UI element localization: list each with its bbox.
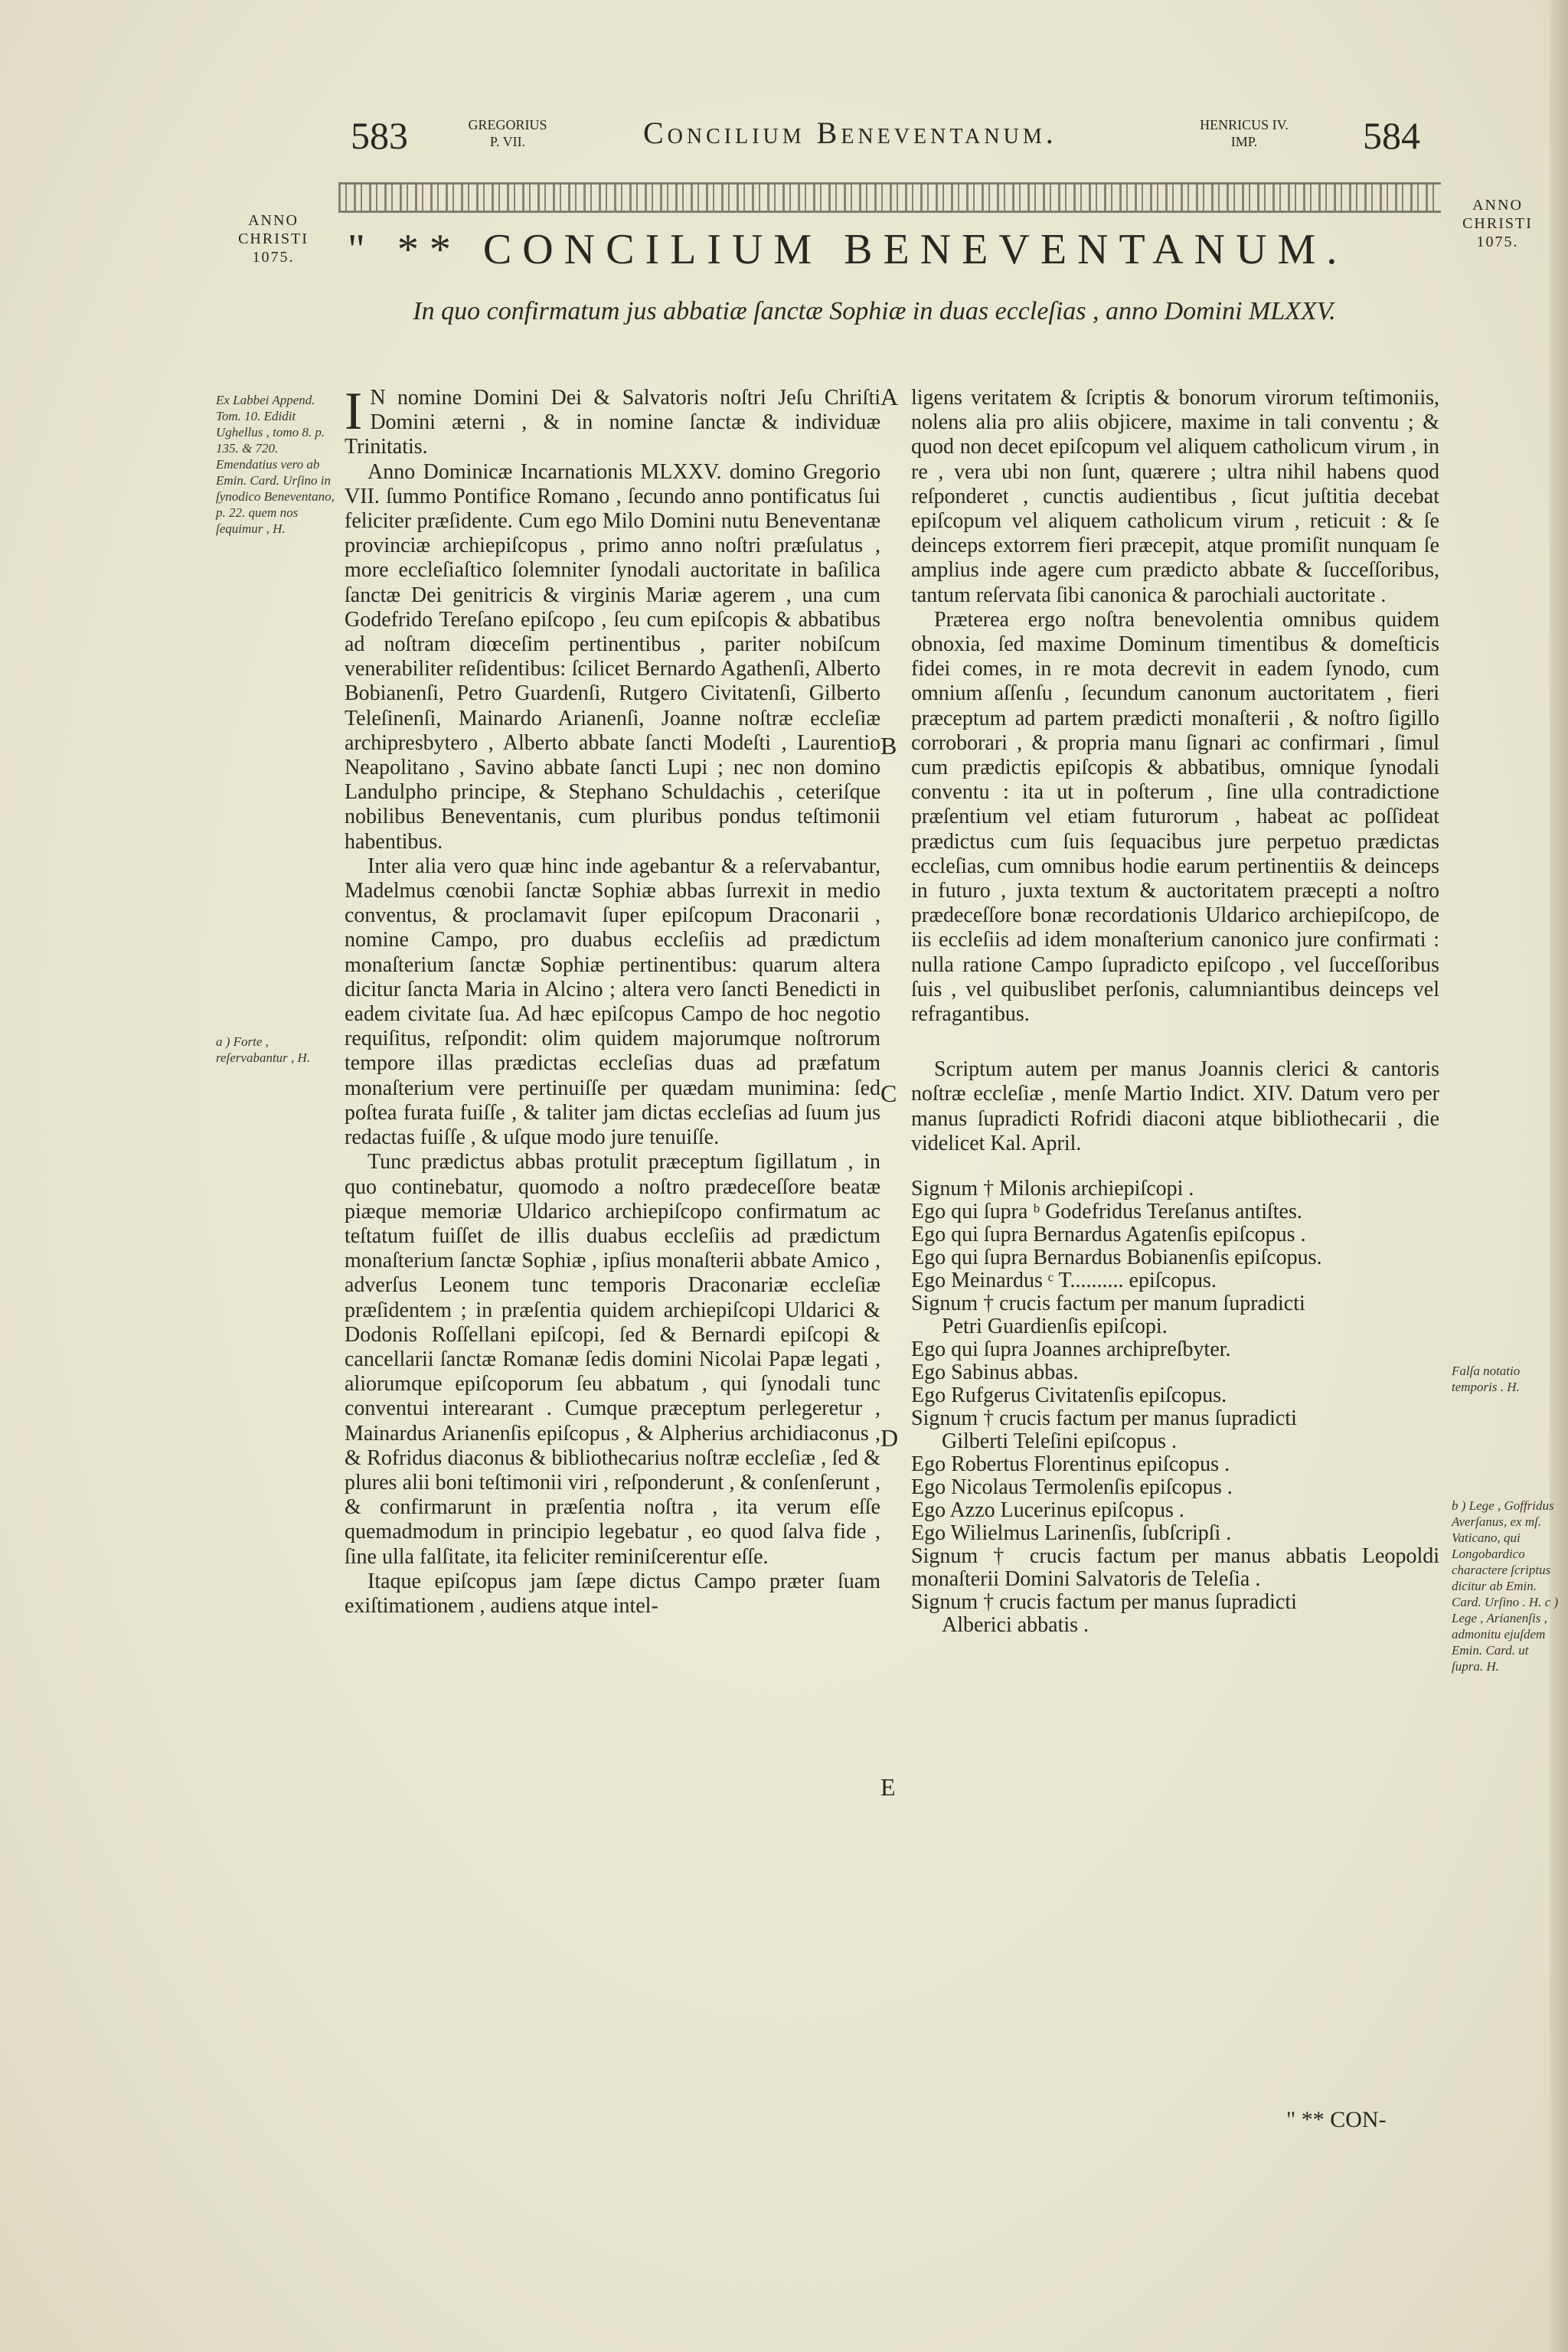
drop-cap: I [345, 382, 363, 441]
paragraph-conclusion: Itaque epiſcopus jam ſæpe dictus Campo præter ſuam exiſtimationem , audiens atque intel- [345, 1569, 880, 1618]
left-running-label: GREGORIUS P. VII. [468, 117, 547, 149]
signature-line: Signum † crucis factum per manus abbatis Leopoldi monaſterii Domini Salvatoris de Teleſia . [911, 1544, 1439, 1592]
section-mark-c: C [880, 1080, 897, 1107]
running-title: Concilium Beneventanum. [643, 116, 1057, 150]
margin-note-source: Ex Labbei Append. Tom. 10. Edidit Ughellus , tomo 8. p. 135. & 720. Emendatius vero ab Emin. Card. Urſino in ſynodico Beneventano, p. 22. quem nos ſequimur , H. [216, 393, 335, 536]
ornamental-band [338, 182, 1441, 213]
paragraph-scriptum: Scriptum autem per manus Joannis clerici & cantoris noſtræ eccleſiæ , menſe Martio Indict. XIV. Datum vero per manus ſupradicti Rofridi diaconi atque bibliothecarii , die videlicet Kal. April. [911, 1057, 1439, 1155]
spacer [911, 1156, 1439, 1178]
spacer [911, 1027, 1439, 1057]
margin-note-date: Falſa notatio temporis . H. [1452, 1364, 1521, 1394]
right-column [911, 386, 1439, 1637]
signature-line: Ego Nicolaus Termolenſis epiſcopus . [911, 1475, 1233, 1500]
signature-line: Ego qui ſupra Bernardus Agatenſis epiſcopus . [911, 1223, 1306, 1247]
left-column [345, 382, 880, 1619]
signature-line: Signum † Milonis archiepiſcopi . [911, 1177, 1194, 1201]
signature-line: Signum † crucis factum per manus ſupradicti [911, 1406, 1297, 1431]
signature-line: Signum † crucis factum per manum ſupradicti [911, 1292, 1305, 1316]
signature-line: Petri Guardienſis epiſcopi. [942, 1315, 1168, 1339]
signature-line: Ego Rufgerus Civitatenſis epiſcopus. [911, 1383, 1227, 1408]
section-mark-d: D [880, 1424, 899, 1452]
signature-line: Ego Robertus Florentinus epiſcopus . [911, 1452, 1230, 1477]
section-mark-a: A [880, 383, 899, 410]
signature-line: Ego qui ſupra ᵇ Godefridus Tereſanus antiſtes. [911, 1200, 1302, 1224]
paragraph-date: Anno Dominicæ Incarnationis MLXXV. domino Gregorio VII. ſummo Pontifice Romano , ſecundo anno pontificatus ſui feliciter præſidente. Cum ego Milo Domini nutu Beneventanæ provinciæ archiepiſcopus , primo anno noſtri præſulatus , more eccleſiaſtico ſolemniter ſynodali auctoritate in baſilica ſanctæ Dei genitricis & virginis Mariæ agerem , una cum Godefrido Tereſano epiſcopo , ſeu cum epiſcopis & abbatibus ad noſtram diœceſim pertinentibus , pariter nobiſcum venerabiliter reſidentibus: ſcilicet Bernardo Agathenſi, Alberto Bobianenſi, Petro Guardenſi, Rutgero Civitatenſi, Gilberto Teleſinenſi, Mainardo Arianenſi, Joanne noſtræ eccleſiæ archipresbytero , Alberto abbate ſancti Modeſti , Laurentio Neapolitano , Savino abbate ſancti Lupi ; nec non domino Landulpho principe, & Stephano Schuldachis , ceteriſque nobilibus Beneventanis, cum pluribus pondus teſtimonii habentibus. [345, 459, 880, 854]
paragraph-complaint: Inter alia vero quæ hinc inde agebantur & a reſervabantur, Madelmus cœnobii ſanctæ Sophiæ abbas ſurrexit in medio conventus, & proclamavit ſuper epiſcopum Draconarii , nomine Campo, pro duabus eccleſiis ad prædictum monaſterium ſanctæ Sophiæ pertinentibus: quarum altera dicitur ſancta Maria in Alcino ; altera vero ſancti Benedicti in eadem civitate ſua. Ad hæc epiſcopus Campo de hoc negotio requiſitus, reſpondit: olim quidem majorumque noſtrorum tempore illas prædictas eccleſias duas ad præfatum monaſterium vere pertinuiſſe per quædam munimina: ſed poſtea furata fuiſſe , & taliter jam dictas eccleſias ad ſuum jus redactas fuiſſe , & uſque modo jure tenuiſſe. [345, 854, 880, 1150]
right-page-number: 584 [1363, 114, 1420, 157]
signature-line: Ego Meinardus ᶜ T.......... epiſcopus. [911, 1269, 1217, 1293]
signature-line: Ego Wilielmus Larinenſis, ſubſcripſi . [911, 1521, 1232, 1546]
signature-line: Signum † crucis factum per manus ſupradicti [911, 1590, 1297, 1615]
binding-gutter [1550, 0, 1568, 2352]
left-page-number: 583 [351, 114, 408, 157]
margin-note-b-c: b ) Lege , Goffridus Averſanus, ex mſ. Vaticano, qui Longobardico charactere ſcriptus dicitur ab Emin. Card. Urſino . H. c ) Lege , Arianenſis , admonitu ejuſdem Emin. Card. ut ſupra. H. [1452, 1498, 1559, 1674]
signature-line: Ego qui ſupra Joannes archipreſbyter. [911, 1338, 1231, 1362]
paragraph-decree: Præterea ergo noſtra benevolentia omnibus quidem obnoxia, ſed maxime Dominum timentibus & domeſticis fidei comes, in re mota decrevit in eadem ſynodo, cum omnium aſſenſu , ſecundum canonum auctoritatem , fieri præceptum ad partem prædicti monaſterii , & noſtro ſigillo corroborari , & propria manu ſignari ac confirmari , ſimul cum prædictis epiſcopis & abbatibus, omnique ſynodali conventu : ita ut in poſterum , ſine ulla contradictione præſentium vel etiam futurorum , habeat ac poſſideat prædictus cum ſuis ſequacibus jure perpetuo prædictas eccleſias, cum omnibus hodie earum pertinentiis & deinceps in futuro , juxta textum & auctoritatem præcepti a noſtro prædeceſſore bonæ recordationis Uldarico archiepiſcopo, de iis eccleſiis ad idem monaſterium canonico jure confirmati : nulla ratione Campo ſupradicto epiſcopo , vel ſucceſſoribus ſuis , vel quibuslibet perſonis, calumniantibus deinceps vel refragantibus. [911, 607, 1439, 1027]
anno-left: ANNO CHRISTI 1075. [238, 212, 309, 266]
subtitle: In quo confirmatum jus abbatiæ ſanctæ Sophiæ in duas eccleſias , anno Domini MLXXV. [413, 297, 1336, 325]
signature-line: Ego Sabinus abbas. [911, 1361, 1079, 1385]
anno-right: ANNO CHRISTI 1075. [1462, 197, 1533, 250]
paragraph-verdict: ligens veritatem & ſcriptis & bonorum virorum teſtimoniis, nolens alia pro aliis objicere, maxime in tali conventu ; & quod non decet epiſcopum vel aliquem catholicum virum , in re , vera ubi non ſunt, quærere ; ultra nihil habens quod reſponderet , cunctis audientibus , ſicut juſtitia decebat epiſcopum vel aliquem catholicum virum , reticuit : & ſe deinceps extorrem fieri præcepit, atque promiſit nunquam ſe amplius inde agere cum prædicto abbate & ſucceſſoribus, tantum reſervata ſibi canonica & parochiali auctoritate . [911, 386, 1439, 607]
paragraph-precept: Tunc prædictus abbas protulit præceptum ſigillatum , in quo continebatur, quomodo a noſtro prædeceſſore beatæ piæque memoriæ Uldarico archiepiſcopo confirmatum ac teſtatum fuiſſet de illis duabus eccleſiis ad prædictum monaſterium ſanctæ Sophiæ , ipſius monaſterii abbate Amico , adverſus Leonem tunc temporis Draconariæ eccleſiæ præſidentem ; in præſentia quidem archiepiſcopi Uldarici & Dodonis Roſſellani epiſcopi, ſed & Bernardi epiſcopi & cancellarii ſanctæ Romanæ ſedis domini Nicolai Papæ legati , aliorumque epiſcoporum ſeu abbatum , qui ſynodali tunc conventui interearant . Cumque præceptum perlegeretur , Mainardus Arianenſis epiſcopus , & Alpherius archidiaconus , & Rofridus diaconus & bibliothecarius noſtræ eccleſiæ , ſed & plures alii boni teſtimonii viri , reſponderunt , & conſenſerunt , & confirmarunt in præſentia noſtra , ita verum eſſe quemadmodum in principio legebatur , eo quod ſalva fide , ſine ulla falſitate, ita feliciter reminiſcerentur eſſe. [345, 1150, 880, 1569]
signature-line: Gilberti Teleſini epiſcopus . [942, 1429, 1178, 1454]
signature-line: Ego qui ſupra Bernardus Bobianenſis epiſcopus. [911, 1246, 1322, 1270]
signature-line: Ego Azzo Lucerinus epiſcopus . [911, 1498, 1184, 1523]
right-running-label: HENRICUS IV. IMP. [1200, 117, 1289, 149]
main-title: " ** CONCILIUM BENEVENTANUM. [348, 226, 1348, 273]
signature-line: Alberici abbatis . [942, 1613, 1089, 1638]
invocation-text: N nomine Domini Dei & Salvatoris noſtri Jeſu Chriſti Domini æterni , & in nomine ſanctæ & individuæ Trinitatis. [345, 386, 880, 459]
signature-list [911, 1178, 1439, 1637]
paragraph-invocation [345, 382, 880, 460]
section-mark-b: B [880, 732, 897, 760]
section-mark-e: E [880, 1773, 896, 1801]
catchword: " ** CON- [1286, 2107, 1387, 2132]
margin-note-a: a ) Forte , reſervabantur , H. [216, 1034, 311, 1065]
